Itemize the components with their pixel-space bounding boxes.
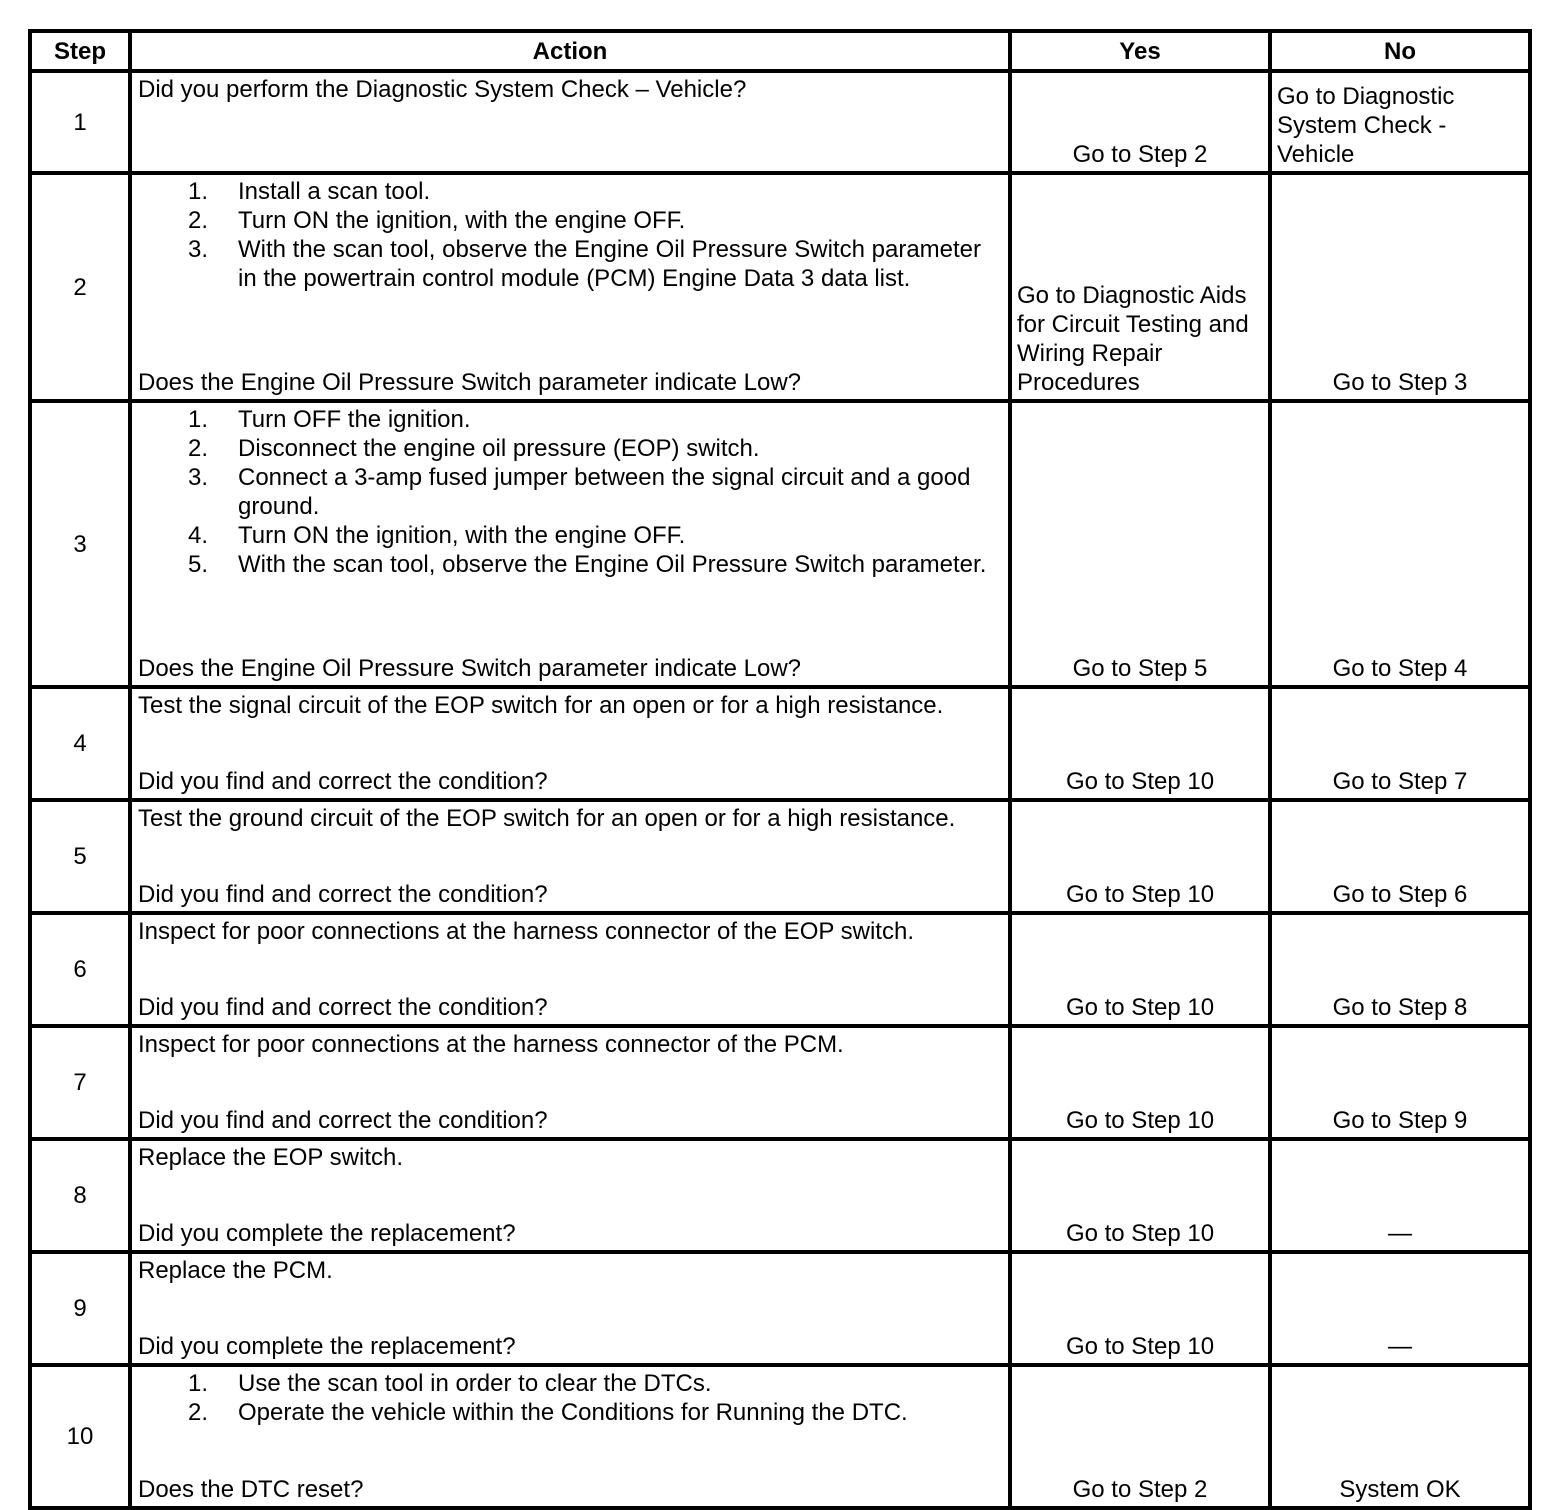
action-step-item	[138, 405, 1002, 434]
step-number: 10	[30, 1365, 130, 1508]
action-step-text: Turn ON the ignition, with the engine OFF.	[238, 207, 686, 234]
no-result: Go to Step 8	[1270, 913, 1530, 1026]
step-number: 4	[30, 687, 130, 800]
action-question: Did you complete the replacement?	[138, 1333, 516, 1360]
action-step-number: 5.	[188, 551, 209, 578]
table-row	[30, 687, 1530, 800]
header-no: No	[1270, 31, 1530, 71]
action-cell	[130, 1026, 1010, 1139]
action-step-text: With the scan tool, observe the Engine Oil Pressure Switch parameter.	[238, 551, 987, 578]
action-text: Did you perform the Diagnostic System Check – Vehicle?	[138, 76, 747, 103]
action-cell	[130, 173, 1010, 401]
action-text: Inspect for poor connections at the harness connector of the EOP switch.	[138, 918, 914, 945]
action-step-item	[138, 206, 1002, 235]
table-row	[30, 401, 1530, 687]
action-text: Replace the PCM.	[138, 1257, 333, 1284]
yes-result: Go to Step 10	[1010, 1139, 1270, 1252]
table-row	[30, 913, 1530, 1026]
action-step-text: Install a scan tool.	[238, 178, 431, 205]
action-step-item	[138, 177, 1002, 206]
action-question: Does the Engine Oil Pressure Switch parameter indicate Low?	[138, 369, 801, 396]
no-result: Go to Step 4	[1270, 401, 1530, 687]
action-steps-list	[138, 1369, 1002, 1427]
no-result: Go to Step 7	[1270, 687, 1530, 800]
action-text: Test the ground circuit of the EOP switch for an open or for a high resistance.	[138, 805, 956, 832]
step-number: 2	[30, 173, 130, 401]
yes-result: Go to Step 10	[1010, 913, 1270, 1026]
table-row	[30, 173, 1530, 401]
step-number: 5	[30, 800, 130, 913]
table-row	[30, 1139, 1530, 1252]
action-step-text: Operate the vehicle within the Conditions for Running the DTC.	[238, 1399, 908, 1426]
action-step-item	[138, 434, 1002, 463]
action-step-text: With the scan tool, observe the Engine Oil Pressure Switch parameter in the powertrain control module (PCM) Engine Data 3 data list.	[238, 236, 982, 292]
action-step-text: Connect a 3-amp fused jumper between the signal circuit and a good ground.	[238, 464, 971, 520]
action-text: Inspect for poor connections at the harness connector of the PCM.	[138, 1031, 844, 1058]
no-result: —	[1270, 1252, 1530, 1365]
no-result: System OK	[1270, 1365, 1530, 1508]
yes-result: Go to Step 5	[1010, 401, 1270, 687]
action-cell	[130, 401, 1010, 687]
action-step-text: Disconnect the engine oil pressure (EOP) switch.	[238, 435, 760, 462]
action-cell	[130, 1252, 1010, 1365]
action-cell	[130, 800, 1010, 913]
action-step-number: 3.	[188, 236, 209, 263]
yes-result: Go to Step 2	[1010, 1365, 1270, 1508]
table-row	[30, 1365, 1530, 1508]
step-number: 3	[30, 401, 130, 687]
action-step-number: 1.	[188, 1370, 209, 1397]
action-step-item	[138, 521, 1002, 550]
action-steps-list	[138, 405, 1002, 579]
action-cell	[130, 71, 1010, 173]
no-result: Go to Diagnostic System Check - Vehicle	[1270, 71, 1530, 173]
step-number: 8	[30, 1139, 130, 1252]
header-action: Action	[130, 31, 1010, 71]
action-text: Test the signal circuit of the EOP switch for an open or for a high resistance.	[138, 692, 944, 719]
action-cell	[130, 687, 1010, 800]
step-number: 1	[30, 71, 130, 173]
yes-result: Go to Step 10	[1010, 1026, 1270, 1139]
diagnostic-table	[28, 29, 1532, 1510]
action-step-number: 2.	[188, 207, 209, 234]
action-step-number: 4.	[188, 522, 209, 549]
action-question: Did you find and correct the condition?	[138, 1107, 548, 1134]
action-step-text: Turn ON the ignition, with the engine OFF.	[238, 522, 686, 549]
action-step-number: 3.	[188, 464, 209, 491]
action-step-text: Use the scan tool in order to clear the DTCs.	[238, 1370, 712, 1397]
action-cell	[130, 1139, 1010, 1252]
action-step-item	[138, 463, 1002, 521]
table-row	[30, 1252, 1530, 1365]
no-result: Go to Step 3	[1270, 173, 1530, 401]
step-number: 7	[30, 1026, 130, 1139]
yes-result: Go to Step 2	[1010, 71, 1270, 173]
header-row	[30, 31, 1530, 71]
yes-result: Go to Step 10	[1010, 800, 1270, 913]
action-step-number: 1.	[188, 406, 209, 433]
action-question: Did you complete the replacement?	[138, 1220, 516, 1247]
action-cell	[130, 913, 1010, 1026]
action-step-item	[138, 1369, 1002, 1398]
table-row	[30, 71, 1530, 173]
table-row	[30, 800, 1530, 913]
action-step-number: 2.	[188, 435, 209, 462]
step-number: 6	[30, 913, 130, 1026]
action-step-item	[138, 1398, 1002, 1427]
no-result: —	[1270, 1139, 1530, 1252]
action-step-item	[138, 235, 1002, 293]
action-step-text: Turn OFF the ignition.	[238, 406, 471, 433]
table-row	[30, 1026, 1530, 1139]
action-question: Did you find and correct the condition?	[138, 994, 548, 1021]
yes-result: Go to Step 10	[1010, 1252, 1270, 1365]
header-yes: Yes	[1010, 31, 1270, 71]
action-question: Does the Engine Oil Pressure Switch parameter indicate Low?	[138, 655, 801, 682]
action-cell	[130, 1365, 1010, 1508]
yes-result: Go to Step 10	[1010, 687, 1270, 800]
action-question: Did you find and correct the condition?	[138, 768, 548, 795]
yes-result: Go to Diagnostic Aids for Circuit Testing and Wiring Repair Procedures	[1010, 173, 1270, 401]
header-step: Step	[30, 31, 130, 71]
action-question: Did you find and correct the condition?	[138, 881, 548, 908]
no-result: Go to Step 6	[1270, 800, 1530, 913]
step-number: 9	[30, 1252, 130, 1365]
action-step-number: 1.	[188, 178, 209, 205]
action-steps-list	[138, 177, 1002, 293]
action-text: Replace the EOP switch.	[138, 1144, 404, 1171]
action-step-item	[138, 550, 1002, 579]
action-step-number: 2.	[188, 1399, 209, 1426]
no-result: Go to Step 9	[1270, 1026, 1530, 1139]
action-question: Does the DTC reset?	[138, 1476, 364, 1503]
